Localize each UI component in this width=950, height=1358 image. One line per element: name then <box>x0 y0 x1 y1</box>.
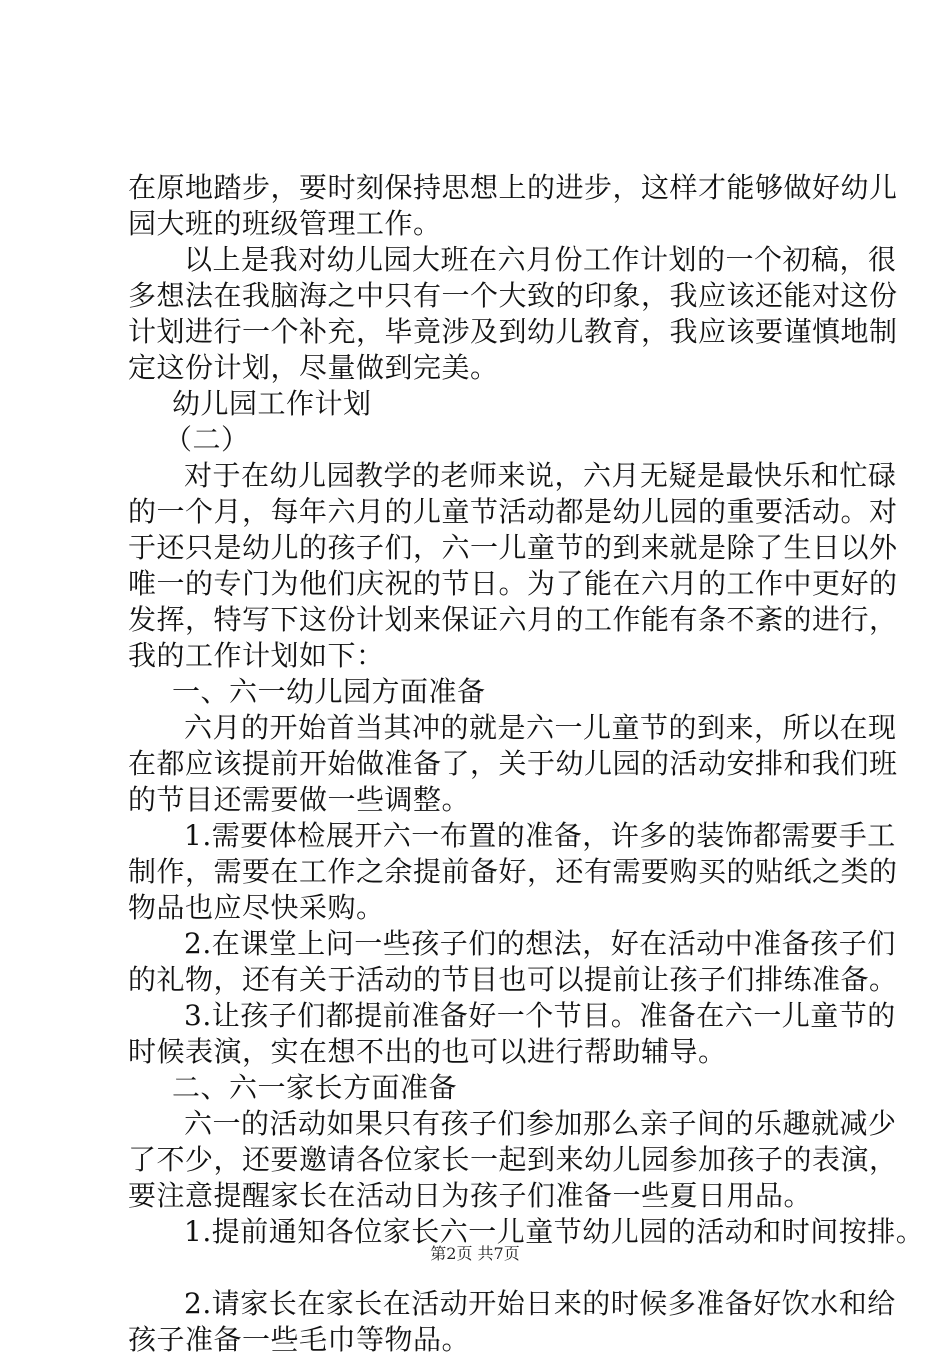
document-body <box>128 170 925 1358</box>
paragraph-line: 要注意提醒家长在活动日为孩子们准备一些夏日用品。 <box>128 1179 813 1212</box>
section-heading: 一、六一幼儿园方面准备 <box>172 675 486 708</box>
list-item-line: 2.在课堂上问一些孩子们的想法，好在活动中准备孩子们 <box>184 927 896 960</box>
paragraph-line: 了不少，还要邀请各位家长一起到来幼儿园参加孩子的表演， <box>128 1143 898 1176</box>
list-item-line: 制作，需要在工作之余提前备好，还有需要购买的贴纸之类的 <box>128 855 898 888</box>
list-item-line: 时候表演，实在想不出的也可以进行帮助辅导。 <box>128 1035 727 1068</box>
page-footer: 第2页 共7页 <box>430 1244 520 1263</box>
paragraph-line: 以上是我对幼儿园大班在六月份工作计划的一个初稿，很 <box>184 243 897 276</box>
paragraph-line: 我的工作计划如下： <box>128 639 385 672</box>
list-item-line: 物品也应尽快采购。 <box>128 891 385 924</box>
paragraph-line: 多想法在我脑海之中只有一个大致的印象，我应该还能对这份 <box>128 279 898 312</box>
section-title: 幼儿园工作计划 <box>172 387 372 420</box>
paragraph-line: 六月的开始首当其冲的就是六一儿童节的到来，所以在现 <box>184 711 897 744</box>
list-item-line: 1.需要体检展开六一布置的准备，许多的装饰都需要手工 <box>184 819 896 852</box>
list-item-line: 2.请家长在家长在活动开始日来的时候多准备好饮水和给 <box>184 1287 896 1320</box>
paragraph-line: 在原地踏步，要时刻保持思想上的进步，这样才能够做好幼儿 <box>128 171 898 204</box>
section-subtitle: （二） <box>164 423 250 456</box>
list-item-line: 3.让孩子们都提前准备好一个节目。准备在六一儿童节的 <box>184 999 896 1032</box>
paragraph-line: 对于在幼儿园教学的老师来说，六月无疑是最快乐和忙碌 <box>184 459 897 492</box>
paragraph-line: 于还只是幼儿的孩子们，六一儿童节的到来就是除了生日以外 <box>128 531 898 564</box>
paragraph-line: 定这份计划，尽量做到完美。 <box>128 351 499 384</box>
list-item-line: 1.提前通知各位家长六一儿童节幼儿园的活动和时间按排。 <box>184 1215 925 1248</box>
paragraph-line: 园大班的班级管理工作。 <box>128 207 442 240</box>
paragraph-line: 六一的活动如果只有孩子们参加那么亲子间的乐趣就减少 <box>184 1107 897 1140</box>
paragraph-line: 唯一的专门为他们庆祝的节日。为了能在六月的工作中更好的 <box>128 567 898 600</box>
list-item-line: 孩子准备一些毛巾等物品。 <box>128 1323 471 1356</box>
paragraph-line: 在都应该提前开始做准备了，关于幼儿园的活动安排和我们班 <box>128 747 898 780</box>
section-heading: 二、六一家长方面准备 <box>172 1071 458 1104</box>
paragraph-line: 的节目还需要做一些调整。 <box>128 783 471 816</box>
paragraph-line: 发挥，特写下这份计划来保证六月的工作能有条不紊的进行， <box>128 603 898 636</box>
paragraph-line: 的一个月，每年六月的儿童节活动都是幼儿园的重要活动。对 <box>128 495 898 528</box>
paragraph-line: 计划进行一个补充，毕竟涉及到幼儿教育，我应该要谨慎地制 <box>128 315 898 348</box>
list-item-line: 的礼物，还有关于活动的节目也可以提前让孩子们排练准备。 <box>128 963 898 996</box>
